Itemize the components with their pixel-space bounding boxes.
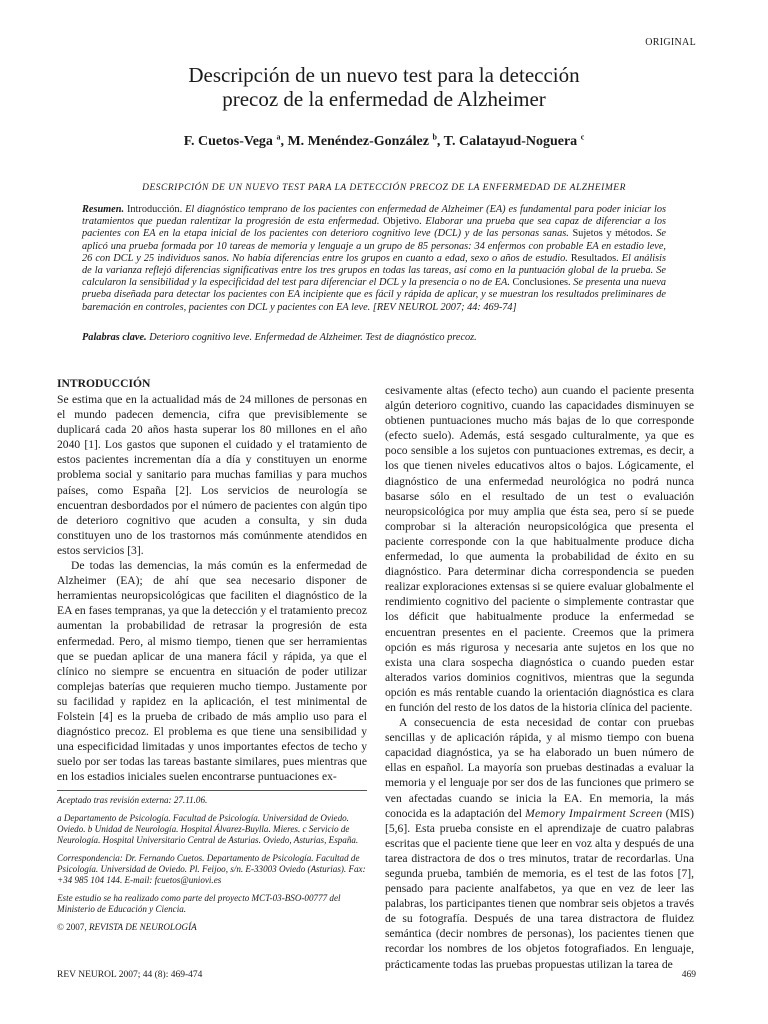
abstract-results-label: Resultados.: [570, 252, 619, 264]
title-line-2: precoz de la enfermedad de Alzheimer: [222, 87, 546, 111]
keywords-label: Palabras clave.: [82, 332, 147, 343]
abstract-conclusions-text: Se presenta una nueva prueba diseñada para detectar los pacientes con EA incipiente que es fácil y rápida de aplicar, y se muestran los resultados preliminares de baremación en controles, pacientes con DCL y pacientes con EA leve. [REV NEUROL 2007; 44: 469-74]: [82, 277, 666, 313]
abstract: [82, 204, 666, 314]
author-affiliation-mark: c: [580, 132, 585, 142]
test-name: Memory Impairment Screen: [525, 806, 663, 820]
section-label: ORIGINAL: [645, 37, 696, 48]
title-line-1: Descripción de un nuevo test para la detección: [188, 63, 580, 87]
footnote-funding: Este estudio se ha realizado como parte del proyecto MCT-03-BSO-00777 del Ministerio de Educación y Ciencia.: [57, 893, 341, 914]
body-paragraph: [385, 715, 694, 972]
author-name: F. Cuetos-Vega: [183, 134, 273, 149]
keywords-text: Deterioro cognitivo leve. Enfermedad de Alzheimer. Test de diagnóstico precoz.: [149, 332, 477, 343]
abstract-conclusions-label: Conclusiones.: [512, 277, 571, 289]
author-name: M. Menéndez-González: [287, 134, 429, 149]
author-affiliation-mark: b: [432, 132, 437, 142]
keywords: [82, 332, 666, 344]
footnote-correspondence: Correspondencia: Dr. Fernando Cuetos. Departamento de Psicología. Facultad de Psicología. Universidad de Oviedo. Pl. Feijoo, s/n. E-33003 Oviedo (Asturias). Fax: +34 985 104 144. E-mail: fcuetos@uniovi.es: [57, 853, 366, 885]
body-column-left: [57, 376, 367, 784]
abstract-intro-label: Introducción.: [126, 204, 183, 215]
footer-citation: REV NEUROL 2007; 44 (8): 469-474: [57, 970, 203, 980]
footnote-copyright: [57, 922, 367, 933]
body-paragraph: De todas las demencias, la más común es la enfermedad de Alzheimer (EA); de ahí que sea necesario disponer de herramientas neuropsicológicas que faciliten el diagnóstico de la EA en fases tempranas, ya que la detección y el tratamiento precoz aumentan la probabilidad de retrasar la progresión de esta enfermedad. Pero, al mismo tiempo, tienen que ser herramientas que se puedan aplicar de una manera fácil y rápida, ya que el clínico no siempre se encuentra en situación de poder utilizar complejas baterías que requieren mucho tiempo. Justamente por su facilidad y rapidez en la aplicación, el test minimental de Folstein [4] es la prueba de cribado de más amplio uso para el diagnóstico precoz. El problema es que tiene una sensibilidad y una especificidad limitadas y unos importantes efectos de techo y suelo por ser todas las tareas bastante similares, pues mientras que en los estadios iniciales suelen encontrarse puntuaciones ex-: [57, 559, 367, 784]
body-paragraph: Se estima que en la actualidad más de 24 millones de personas en el mundo padecen demencia, cifra que previsiblemente se duplicará cada 20 años hasta superar los 80 millones en el año 2040 [1]. Los gastos que suponen el cuidado y el tratamiento de estos pacientes incrementan día a día y constituyen un enorme problema social y sanitario para muchas familias y para muchos países, como España [2]. Los servicios de neurología se encuentran desbordados por el número de pacientes con algún tipo de deterioro cognitivo que acuden a consulta, y sin duda constituyen uno de los trastornos más comúnmente atendidos en estos servicios [3].: [57, 393, 367, 557]
page-number: 469: [681, 970, 696, 980]
footnote-affiliations: a Departamento de Psicología. Facultad de Psicología. Universidad de Oviedo. Oviedo. b Unidad de Neurología. Hospital Álvarez-Buylla. Mieres. c Servicio de Neurología. Hospital Universitario Central de Asturias. Oviedo, Asturias, España.: [57, 813, 359, 845]
body-text: A consecuencia de esta necesidad de contar con pruebas sencillas y de aplicación rápida, y al mismo tiempo con buena capacidad diagnóstica, ya se ha elaborado un buen número de ellas en español. La mayoría son pruebas destinadas a evaluar la memoria y el lenguaje por ser dos de las funciones que primero se ven afectadas cuando se inicia la EA. En memoria, la más conocida es la adaptación del: [385, 716, 694, 820]
abstract-label: Resumen.: [82, 204, 125, 215]
footnote-accepted: Aceptado tras revisión externa: 27.11.06.: [57, 795, 208, 805]
body-text: (MIS) [5,6]. Esta prueba consiste en el aprendizaje de cuatro palabras escritas que el paciente tiene que leer en voz alta y después de una tarea distractora de dos o tres minutos, tratar de recordarlas. Una segunda prueba, también de memoria, es el test de las fotos [7], pensado para paciente analfabetos, ya que en vez de leer las palabras, los participantes tienen que nombrar seis objetos a través de su fotografía. Después de una tarea distractora de fluidez semántica (decir nombres de personas), los pacientes tienen que recordar los nombres de los objetos fotografiados. En lenguaje, prácticamente todas las pruebas propuestas utilizan la tarea de: [385, 806, 694, 971]
author-name: T. Calatayud-Noguera: [443, 134, 578, 149]
copyright-prefix: © 2007,: [57, 922, 87, 932]
article-title: [80, 63, 688, 111]
copyright-journal: REVISTA DE NEUROLOGÍA: [88, 922, 197, 932]
body-column-right: [385, 383, 694, 972]
abstract-objective-text: Elaborar una prueba que sea capaz de diferenciar a los pacientes con EA en la etapa inicial de los pacientes con deterioro cognitivo leve (DCL) y de las personas sanas.: [82, 216, 666, 240]
abstract-methods-text: Se aplicó una prueba formada por 10 tareas de memoria y lenguaje a un grupo de 85 personas: 34 enfermos con probable EA en estadio leve, 26 con DCL y 25 individuos sanos. No había diferencias entre los grupos en cuanto a edad, sexo o años de estudio.: [82, 228, 666, 264]
abstract-intro-text: El diagnóstico temprano de los pacientes con enfermedad de Alzheimer (EA) es fundamental para poder iniciar los tratamientos que puedan ralentizar la progresión de esta enfermedad.: [82, 204, 666, 228]
author-list: F. Cuetos-Vega $^a$, M. Menéndez-González $^b$, T. Calatayud-Noguera $^c$: [183, 132, 585, 149]
abstract-results-text: El análisis de la varianza reflejó diferencias significativas entre los tres grupos en todas las tareas, así como en la puntuación global de la prueba. Se calcularon la sensibilidad y la especificidad del test para diferenciar el DCL y la presencia o no de EA.: [82, 252, 667, 289]
author-affiliation-mark: a: [276, 132, 281, 142]
running-title: DESCRIPCIÓN DE UN NUEVO TEST PARA LA DETECCIÓN PRECOZ DE LA ENFERMEDAD DE ALZHEIMER: [142, 183, 626, 193]
section-heading: INTRODUCCIÓN: [57, 377, 151, 390]
footnotes: [57, 790, 367, 940]
abstract-objective-label: Objetivo.: [383, 216, 422, 228]
abstract-methods-label: Sujetos y métodos.: [572, 228, 653, 240]
body-paragraph: cesivamente altas (efecto techo) aun cuando el paciente presenta algún deterioro cognitivo, cuando las capacidades disminuyen se obtienen puntuaciones mucho más bajas de lo que corresponde (efecto suelo). Además, está sesgado culturalmente, ya que es poco sensible a los sujetos con puntuaciones extremas, es decir, a los que tienen niveles educativos altos o bajos. Lógicamente, el diagnóstico de una enfermedad neurológica no podrá nunca basarse sólo en el resultado de un test o evaluación neuropsicológica por muy amplia que ésta sea, pero sí se puede comprobar si la alteración neuropsicológica que presenta el paciente corresponde con la que habitualmente produce dicha enfermedad, lo que aumenta la probabilidad de éxito en su diagnóstico. Para determinar dicha correspondencia se pueden realizar exploraciones extensas si se quiere evaluar globalmente el rendimiento cognitivo del paciente o simplemente contrastar que los déficit que habitualmente produce la enfermedad se encuentran presentes en el paciente. Creemos que la primera opción es más rigurosa y necesaria ante sujetos en los que no exista una clara sospecha diagnóstica o cuando pueden estar alterados varios dominios cognitivos, mientras que la segunda opción es más rentable cuando la orientación diagnóstica es clara en función del resto de los datos de la historia clínica del paciente.: [385, 384, 694, 714]
